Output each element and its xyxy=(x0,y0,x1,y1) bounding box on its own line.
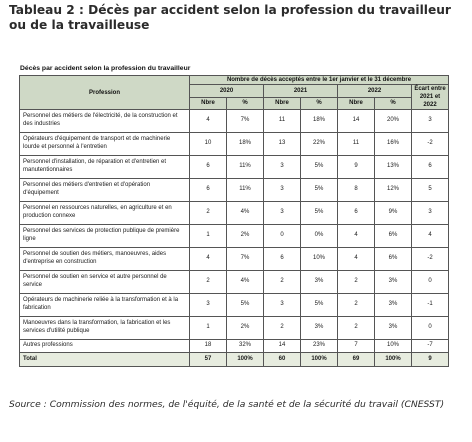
header-nbre: Nbre xyxy=(338,97,375,110)
cell-p2020: 5% xyxy=(227,294,264,317)
cell-n2022: 11 xyxy=(338,133,375,156)
table-row xyxy=(20,110,449,133)
table-row xyxy=(20,248,449,271)
cell-ecart: 0 xyxy=(412,271,449,294)
cell-ecart: 9 xyxy=(412,353,449,367)
cell-p2020: 100% xyxy=(227,353,264,367)
cell-p2021: 22% xyxy=(301,133,338,156)
cell-ecart: 3 xyxy=(412,110,449,133)
cell-n2022: 69 xyxy=(338,353,375,367)
source-note: Source : Commission des normes, de l'équité, de la santé et de la sécurité du travail (CNESST) xyxy=(9,399,445,410)
cell-ecart: 6 xyxy=(412,156,449,179)
cell-n2020: 6 xyxy=(190,179,227,202)
cell-p2022: 20% xyxy=(375,110,412,133)
header-ecart: Écart entre 2021 et 2022 xyxy=(412,85,449,110)
cell-p2022: 13% xyxy=(375,156,412,179)
cell-n2022: 2 xyxy=(338,317,375,340)
cell-profession: Personnel de soutien des métiers, manoeuvres, aides d'entreprise en construction xyxy=(20,248,190,271)
header-year-2021: 2021 xyxy=(264,85,338,98)
header-nbre: Nbre xyxy=(264,97,301,110)
cell-n2021: 3 xyxy=(264,202,301,225)
cell-n2021: 6 xyxy=(264,248,301,271)
table-row xyxy=(20,271,449,294)
cell-p2021: 5% xyxy=(301,156,338,179)
header-pct: % xyxy=(375,97,412,110)
total-row xyxy=(20,353,449,367)
table-row xyxy=(20,179,449,202)
cell-p2021: 5% xyxy=(301,202,338,225)
cell-n2020: 10 xyxy=(190,133,227,156)
cell-n2022: 6 xyxy=(338,202,375,225)
cell-p2020: 2% xyxy=(227,225,264,248)
cell-profession: Personnel en ressources naturelles, en agriculture et en production connexe xyxy=(20,202,190,225)
cell-ecart: -2 xyxy=(412,248,449,271)
header-pct: % xyxy=(227,97,264,110)
table-row xyxy=(20,156,449,179)
cell-p2021: 18% xyxy=(301,110,338,133)
cell-profession: Personnel des services de protection publique de première ligne xyxy=(20,225,190,248)
cell-profession: Personnel de soutien en service et autre personnel de service xyxy=(20,271,190,294)
cell-p2021: 10% xyxy=(301,248,338,271)
cell-n2020: 3 xyxy=(190,294,227,317)
cell-p2022: 10% xyxy=(375,340,412,353)
table-body xyxy=(20,110,449,367)
page-title: Tableau 2 : Décès par accident selon la profession du travailleur ou de la travailleuse xyxy=(9,3,451,32)
cell-p2021: 23% xyxy=(301,340,338,353)
cell-profession: Manoeuvres dans la transformation, la fabrication et les services d'utilité publique xyxy=(20,317,190,340)
cell-n2022: 9 xyxy=(338,156,375,179)
cell-p2021: 100% xyxy=(301,353,338,367)
cell-p2021: 5% xyxy=(301,294,338,317)
cell-n2020: 2 xyxy=(190,271,227,294)
cell-n2020: 6 xyxy=(190,156,227,179)
cell-profession: Personnel d'installation, de réparation et d'entretien et manutentionnaires xyxy=(20,156,190,179)
cell-p2020: 4% xyxy=(227,271,264,294)
cell-p2022: 12% xyxy=(375,179,412,202)
cell-n2020: 1 xyxy=(190,225,227,248)
header-pct: % xyxy=(301,97,338,110)
cell-n2022: 8 xyxy=(338,179,375,202)
cell-n2021: 11 xyxy=(264,110,301,133)
cell-p2020: 18% xyxy=(227,133,264,156)
cell-p2020: 4% xyxy=(227,202,264,225)
header-nbre: Nbre xyxy=(190,97,227,110)
cell-profession: Opérateurs d'équipement de transport et de machinerie lourde et personnel à l'entretien xyxy=(20,133,190,156)
cell-ecart: 5 xyxy=(412,179,449,202)
table-row xyxy=(20,133,449,156)
cell-ecart: 0 xyxy=(412,317,449,340)
cell-p2020: 32% xyxy=(227,340,264,353)
header-group: Nombre de décès acceptés entre le 1er janvier et le 31 décembre xyxy=(190,76,449,85)
table-row xyxy=(20,340,449,353)
cell-p2021: 5% xyxy=(301,179,338,202)
cell-p2022: 6% xyxy=(375,225,412,248)
cell-profession: Personnel des métiers d'entretien et d'opération d'équipement xyxy=(20,179,190,202)
cell-n2022: 2 xyxy=(338,294,375,317)
cell-n2020: 1 xyxy=(190,317,227,340)
cell-p2020: 7% xyxy=(227,110,264,133)
cell-p2021: 3% xyxy=(301,317,338,340)
cell-p2020: 7% xyxy=(227,248,264,271)
cell-p2020: 11% xyxy=(227,179,264,202)
cell-p2022: 3% xyxy=(375,317,412,340)
cell-ecart: -7 xyxy=(412,340,449,353)
cell-n2022: 7 xyxy=(338,340,375,353)
header-year-2020: 2020 xyxy=(190,85,264,98)
cell-n2022: 4 xyxy=(338,225,375,248)
header-profession: Profession xyxy=(20,76,190,110)
cell-n2021: 3 xyxy=(264,156,301,179)
table-panel xyxy=(19,65,448,367)
cell-n2020: 4 xyxy=(190,248,227,271)
cell-ecart: 3 xyxy=(412,202,449,225)
cell-n2021: 13 xyxy=(264,133,301,156)
header-year-2022: 2022 xyxy=(338,85,412,98)
cell-p2022: 6% xyxy=(375,248,412,271)
table-row xyxy=(20,225,449,248)
cell-n2021: 3 xyxy=(264,294,301,317)
cell-p2022: 16% xyxy=(375,133,412,156)
cell-n2021: 0 xyxy=(264,225,301,248)
table-row xyxy=(20,317,449,340)
cell-p2022: 3% xyxy=(375,294,412,317)
table-row xyxy=(20,294,449,317)
cell-n2022: 14 xyxy=(338,110,375,133)
cell-p2022: 100% xyxy=(375,353,412,367)
table-row xyxy=(20,202,449,225)
cell-n2021: 14 xyxy=(264,340,301,353)
cell-profession: Personnel des métiers de l'électricité, de la construction et des industries xyxy=(20,110,190,133)
cell-p2022: 3% xyxy=(375,271,412,294)
deaths-table xyxy=(19,75,449,367)
cell-p2020: 2% xyxy=(227,317,264,340)
cell-n2022: 2 xyxy=(338,271,375,294)
cell-n2021: 3 xyxy=(264,179,301,202)
cell-profession: Total xyxy=(20,353,190,367)
cell-ecart: -1 xyxy=(412,294,449,317)
cell-n2020: 57 xyxy=(190,353,227,367)
cell-p2021: 0% xyxy=(301,225,338,248)
cell-n2021: 2 xyxy=(264,317,301,340)
cell-profession: Opérateurs de machinerie reliée à la transformation et à la fabrication xyxy=(20,294,190,317)
cell-n2020: 4 xyxy=(190,110,227,133)
cell-n2022: 4 xyxy=(338,248,375,271)
cell-ecart: -2 xyxy=(412,133,449,156)
cell-p2021: 3% xyxy=(301,271,338,294)
cell-p2022: 9% xyxy=(375,202,412,225)
table-caption: Décès par accident selon la profession du travailleur xyxy=(20,65,191,72)
cell-profession: Autres professions xyxy=(20,340,190,353)
cell-n2020: 2 xyxy=(190,202,227,225)
cell-ecart: 4 xyxy=(412,225,449,248)
cell-n2021: 60 xyxy=(264,353,301,367)
cell-n2020: 18 xyxy=(190,340,227,353)
cell-n2021: 2 xyxy=(264,271,301,294)
cell-p2020: 11% xyxy=(227,156,264,179)
